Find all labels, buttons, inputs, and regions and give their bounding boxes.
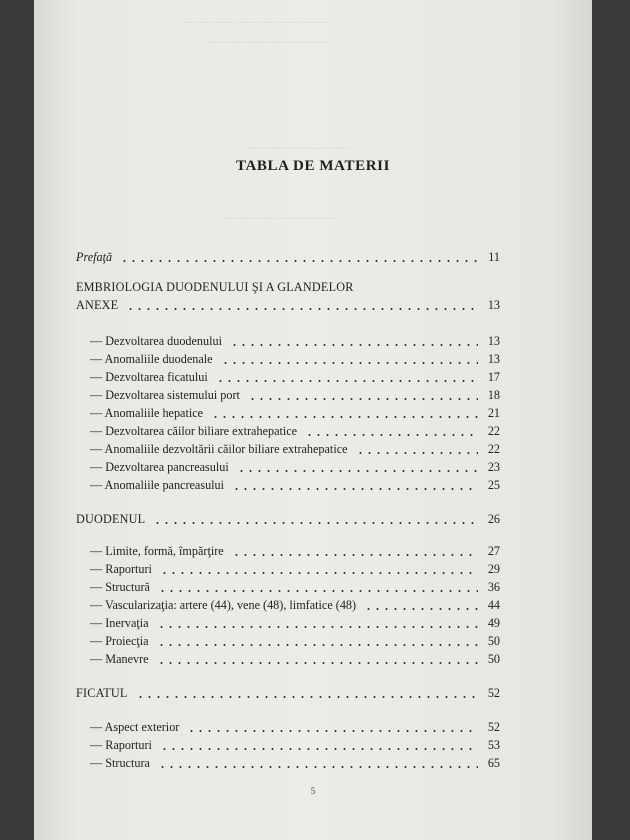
toc-entry-title: — Inervaţia: [90, 616, 149, 630]
toc-entry: [34, 298, 592, 314]
leader-dots: [160, 572, 478, 574]
toc-entry-title: — Dezvoltarea sistemului port: [90, 388, 240, 402]
toc-entry: [34, 720, 592, 736]
toc-entry-title: — Limite, formă, împărţire: [90, 544, 224, 558]
toc-page-number: 44: [487, 598, 500, 612]
toc-page-number: 65: [487, 756, 500, 770]
leader-dots: [221, 362, 478, 364]
toc-page-number: 21: [487, 406, 500, 420]
leader-dots: [120, 260, 478, 262]
toc-entry: [34, 544, 592, 560]
toc-entry: [34, 280, 592, 296]
toc-entry-title: — Dezvoltarea pancreasului: [90, 460, 229, 474]
toc-entry: [34, 370, 592, 386]
toc-entry: [34, 406, 592, 422]
leader-dots: [305, 434, 478, 436]
toc-page-number: 50: [487, 634, 500, 648]
toc-page-number: 53: [487, 738, 500, 752]
toc-entry-title: — Raporturi: [90, 562, 152, 576]
toc-entry-title: — Anomaliile pancreasului: [90, 478, 225, 492]
toc-entry-title: — Dezvoltarea duodenului: [90, 334, 222, 348]
toc-page-number: 36: [487, 580, 500, 594]
leader-dots: [230, 344, 478, 346]
toc-page-number: 17: [487, 370, 500, 384]
document-page: [34, 0, 592, 840]
leader-dots: [356, 452, 478, 454]
toc-entry: [34, 352, 592, 368]
toc-entry: [34, 738, 592, 754]
bleed-through-text: ...............................................: [184, 14, 328, 26]
bleed-through-text: .....................................: [224, 210, 337, 222]
leader-dots: [160, 748, 478, 750]
toc-entry: [34, 634, 592, 650]
toc-page-number: 52: [487, 720, 500, 734]
toc-entry-title: — Anomaliile dezvoltării căilor biliare extrahepatice: [90, 442, 348, 456]
page-number: 5: [310, 786, 316, 796]
leader-dots: [153, 522, 478, 524]
toc-entry-title: — Anomaliile hepatice: [90, 406, 204, 420]
toc-entry: [34, 756, 592, 772]
leader-dots: [157, 626, 478, 628]
toc-entry: [34, 598, 592, 614]
toc-page-number: 22: [487, 442, 500, 456]
leader-dots: [126, 308, 478, 310]
leader-dots: [157, 662, 478, 664]
toc-entry-title: — Structura: [90, 756, 150, 770]
toc-entry-title: — Raporturi: [90, 738, 152, 752]
page-title: TABLA DE MATERII: [235, 158, 391, 174]
toc-entry: [34, 250, 592, 266]
leader-dots: [232, 554, 478, 556]
toc-entry: [34, 442, 592, 458]
toc-entry-title: ANEXE: [76, 298, 119, 312]
toc-entry-title: — Proiecţia: [90, 634, 149, 648]
leader-dots: [187, 730, 478, 732]
leader-dots: [248, 398, 478, 400]
leader-dots: [158, 766, 478, 768]
toc-entry: [34, 652, 592, 668]
toc-page-number: 49: [487, 616, 500, 630]
toc-page-number: 27: [487, 544, 500, 558]
toc-entry-title: — Dezvoltarea căilor biliare extrahepatice: [90, 424, 298, 438]
toc-page-number: 50: [487, 652, 500, 666]
leader-dots: [232, 488, 478, 490]
toc-page-number: 13: [487, 298, 500, 312]
toc-page-number: 23: [487, 460, 500, 474]
toc-entry: [34, 388, 592, 404]
toc-entry: [34, 460, 592, 476]
toc-entry: [34, 686, 592, 702]
toc-entry: [34, 334, 592, 350]
leader-dots: [216, 380, 478, 382]
toc-entry-title: FICATUL: [76, 686, 128, 700]
toc-page-number: 25: [487, 478, 500, 492]
toc-entry-title: — Aspect exterior: [90, 720, 180, 734]
toc-entry: [34, 616, 592, 632]
toc-page-number: 52: [487, 686, 500, 700]
toc-page-number: 13: [487, 334, 500, 348]
bleed-through-text: ...................................: [244, 140, 351, 152]
toc-entry-title: — Structură: [90, 580, 150, 594]
toc-page-number: 26: [487, 512, 500, 526]
toc-entry: [34, 562, 592, 578]
toc-entry: [34, 580, 592, 596]
leader-dots: [158, 590, 478, 592]
toc-entry-title: Prefaţă: [76, 250, 113, 264]
leader-dots: [157, 644, 478, 646]
toc-entry: [34, 424, 592, 440]
toc-page-number: 13: [487, 352, 500, 366]
toc-entry-title: — Dezvoltarea ficatului: [90, 370, 208, 384]
toc-entry-title: EMBRIOLOGIA DUODENULUI ŞI A GLANDELOR: [76, 280, 354, 294]
leader-dots: [136, 696, 478, 698]
toc-entry-title: — Anomaliile duodenale: [90, 352, 213, 366]
toc-entry-title: DUODENUL: [76, 512, 146, 526]
toc-page-number: 29: [487, 562, 500, 576]
toc-page-number: 18: [487, 388, 500, 402]
toc-entry-title: — Manevre: [90, 652, 149, 666]
toc-entry: [34, 478, 592, 494]
leader-dots: [364, 608, 478, 610]
toc-page-number: 11: [488, 250, 500, 264]
bleed-through-text: ..........................................: [204, 34, 333, 46]
leader-dots: [211, 416, 478, 418]
toc-entry: [34, 512, 592, 528]
toc-entry-title: — Vascularizaţia: artere (44), vene (48), limfatice (48): [90, 598, 357, 612]
toc-page-number: 22: [487, 424, 500, 438]
leader-dots: [237, 470, 478, 472]
